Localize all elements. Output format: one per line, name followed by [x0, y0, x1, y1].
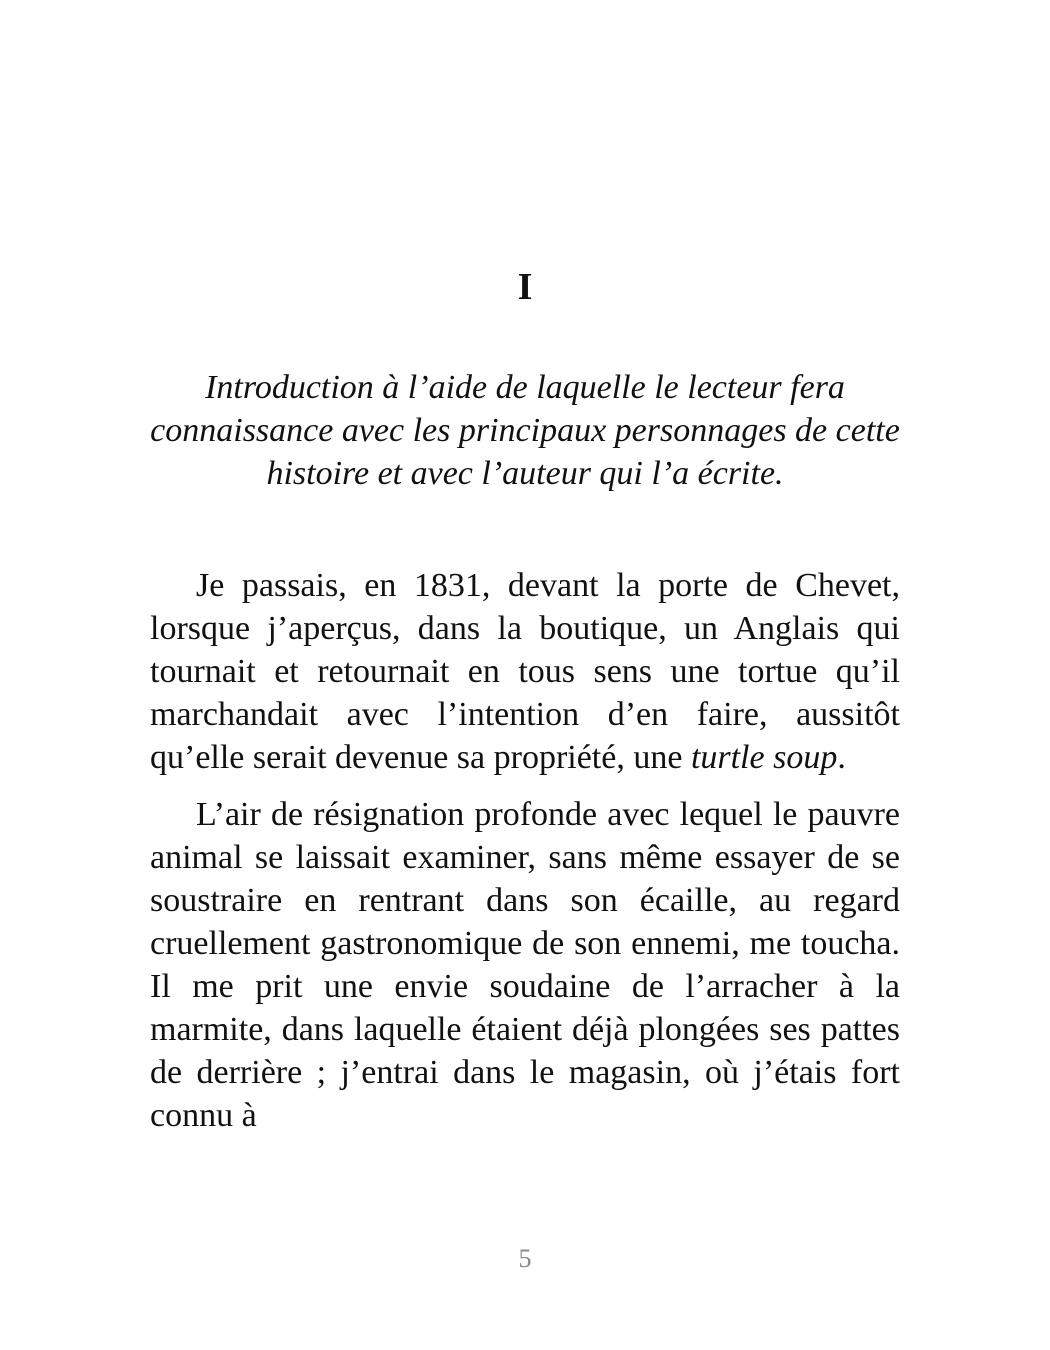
- paragraph-1-tail: .: [837, 739, 846, 776]
- paragraph-2: [150, 793, 900, 1137]
- paragraph-1-emphasis: turtle soup: [690, 739, 838, 776]
- body-text: [150, 564, 900, 1137]
- paragraph-1-text: Je passais, en 1831, devant la porte de Chevet, lorsque j’aperçus, dans la boutique, un Anglais qui tournait et retournait en tous sens une tortue qu’il marchandait avec l’intention d’en faire, aussitôt qu’elle serait devenue sa propriété, une: [150, 567, 900, 776]
- chapter-number: I: [517, 266, 533, 308]
- paragraph-1: [150, 564, 900, 779]
- paragraph-2-text: L’air de résignation profonde avec lequel le pauvre animal se laissait examiner, sans même essayer de se soustraire en rentrant dans son écaille, au regard cruellement gastronomique de son ennemi, me toucha. Il me prit une envie soudaine de l’arracher à la marmite, dans laquelle étaient déjà plongées ses pattes de derrière ; j’entrai dans le magasin, où j’étais fort connu à: [150, 796, 900, 1134]
- page-number: 5: [518, 1244, 532, 1273]
- chapter-summary: Introduction à l’aide de laquelle le lecteur fera connaissance avec les principaux personnages de cette histoire et avec l’auteur qui l’a écrite.: [150, 369, 900, 492]
